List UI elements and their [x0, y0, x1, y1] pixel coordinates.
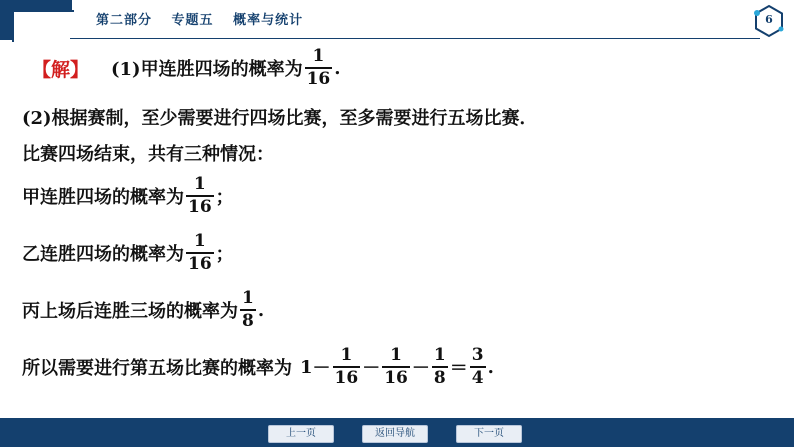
fraction [186, 233, 214, 273]
fraction [186, 176, 214, 216]
line6-text: 丙上场后连胜三场的概率为 [22, 301, 238, 322]
equals-sign: ＝ [449, 358, 468, 379]
line5-text: 乙连胜四场的概率为 [22, 244, 184, 265]
solution-line-2 [22, 104, 538, 130]
fraction [432, 347, 448, 387]
solution-line-6 [22, 290, 264, 330]
fraction-numerator: 1 [312, 46, 325, 66]
header-rule [70, 38, 760, 39]
breadcrumb [96, 9, 317, 28]
minus-sign: － [411, 358, 430, 379]
fraction [382, 347, 410, 387]
prev-page-button[interactable]: 上一页 [268, 425, 334, 443]
minus-sign: － [312, 358, 331, 379]
fraction-numerator: 1 [340, 345, 353, 365]
line1-end: . [334, 57, 341, 79]
fraction-denominator: 16 [384, 368, 408, 388]
fraction-denominator: 16 [188, 197, 212, 217]
fraction-numerator: 1 [433, 345, 446, 365]
line4-text: 甲连胜四场的概率为 [22, 187, 184, 208]
line7-text: 所以需要进行第五场比赛的概率为 [22, 358, 292, 379]
minus-sign: － [362, 358, 381, 379]
line4-end: ； [215, 187, 234, 208]
solution-line-4 [22, 176, 234, 216]
fraction-denominator: 16 [188, 254, 212, 274]
fraction [240, 290, 256, 330]
next-page-button[interactable]: 下一页 [456, 425, 522, 443]
fraction [333, 347, 361, 387]
fraction [305, 48, 333, 88]
fraction-denominator: 16 [306, 69, 331, 89]
line6-end: . [257, 299, 265, 321]
fraction-numerator: 1 [242, 288, 254, 308]
back-to-nav-button[interactable]: 返回导航 [362, 425, 428, 443]
breadcrumb-topic: 专题五 [171, 13, 214, 28]
solution-line-7 [22, 347, 494, 387]
fraction-numerator: 1 [390, 345, 402, 365]
line2-text: (2)根据赛制，至少需要进行四场比赛，至多需要进行五场比赛． [22, 108, 538, 129]
breadcrumb-part: 第二部分 [96, 13, 153, 28]
fraction-denominator: 8 [433, 368, 446, 388]
line3-text: 比赛四场结束，共有三种情况： [22, 144, 274, 165]
header-corner-inset [12, 10, 74, 42]
fraction-numerator: 1 [193, 174, 206, 194]
fraction-denominator: 4 [471, 368, 484, 388]
breadcrumb-subject: 概率与统计 [233, 13, 304, 28]
solution-line-3 [22, 140, 274, 166]
fraction-numerator: 3 [471, 345, 484, 365]
page-number: 6 [765, 13, 773, 26]
line5-end: ； [215, 244, 234, 265]
line7-one: 1 [300, 356, 313, 378]
solution-line-5 [22, 233, 234, 273]
fraction-denominator: 8 [242, 311, 254, 331]
solution-line-1 [32, 48, 341, 88]
fraction-denominator: 16 [334, 368, 359, 388]
solution-tag: 【解】 [32, 58, 90, 81]
fraction [470, 347, 486, 387]
fraction-numerator: 1 [193, 231, 206, 251]
line7-end: . [487, 356, 494, 378]
line1-text: (1)甲连胜四场的概率为 [111, 59, 303, 80]
